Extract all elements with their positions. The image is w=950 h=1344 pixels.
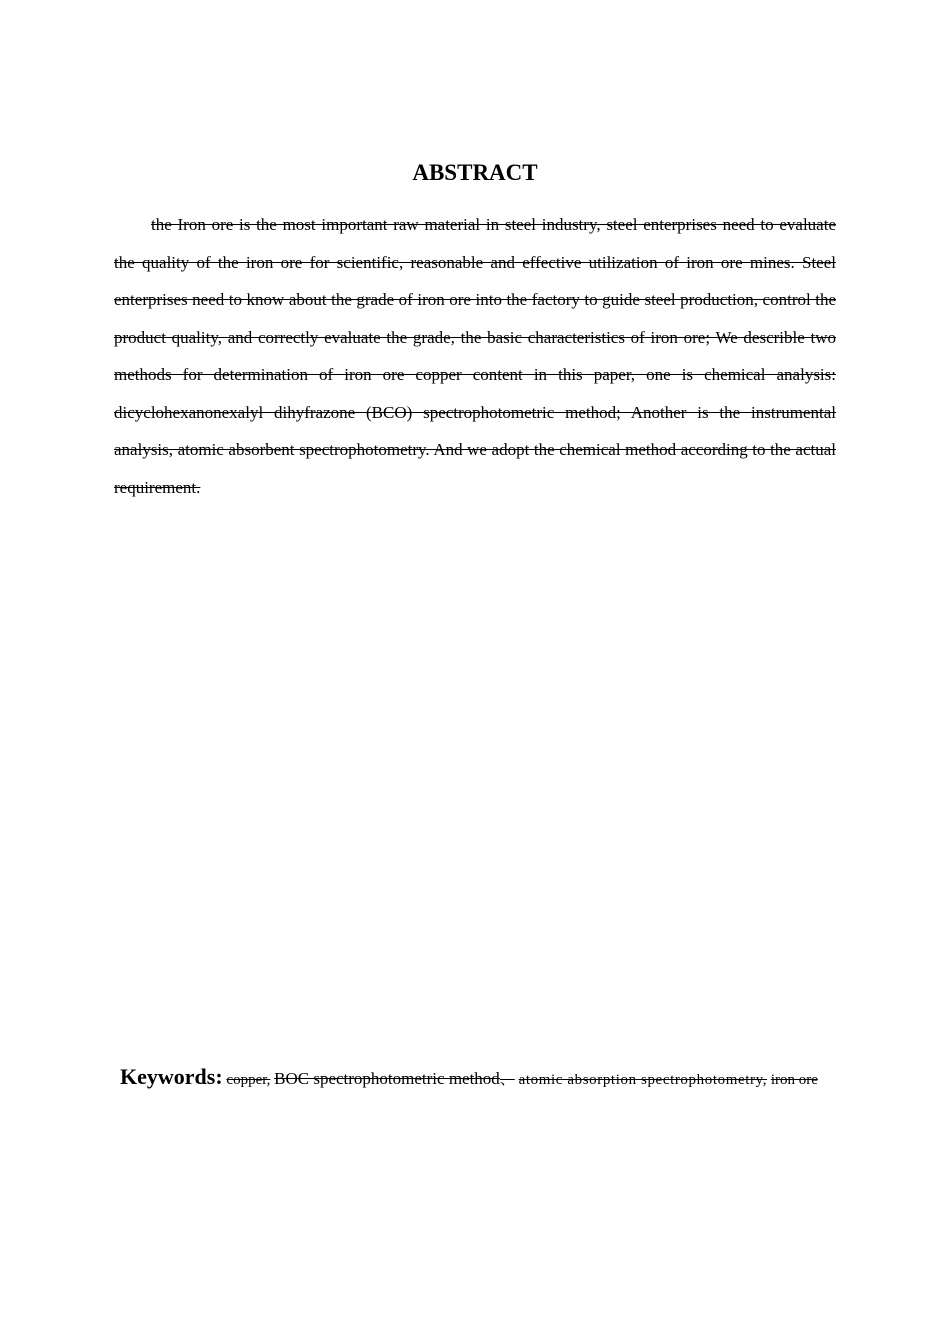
keyword-iron-ore: iron ore — [770, 1072, 818, 1088]
keyword-separator: 、 — [499, 1072, 515, 1088]
abstract-paragraph: the Iron ore is the most important raw material in steel industry, steel enterprises need to evaluate the quality of the iron ore for scientific, reasonable and effective utilization of iron ore mines. Steel enterprises need to know about the grade of iron ore into the factory to guide steel production, control the product quality, and correctly evaluate the grade, the basic characteristics of iron ore; We describle two methods for determination of iron ore copper content in this paper, one is chemical analysis: dicyclohexanonexalyl dihyfrazone (BCO) spectrophotometric method; Another is the instrumental analysis, atomic absorbent spectrophotometry. And we adopt the chemical method according to the actual requirement. — [114, 215, 836, 497]
keywords-label: Keywords: — [120, 1064, 223, 1089]
keyword-copper: copper, — [226, 1072, 271, 1088]
keywords-section — [114, 1053, 836, 1104]
keyword-atomic-absorption: atomic absorption spectrophotometry, — [518, 1072, 768, 1088]
keyword-boc-method: BOC spectrophotometric method — [274, 1069, 500, 1088]
abstract-title: ABSTRACT — [412, 160, 538, 185]
